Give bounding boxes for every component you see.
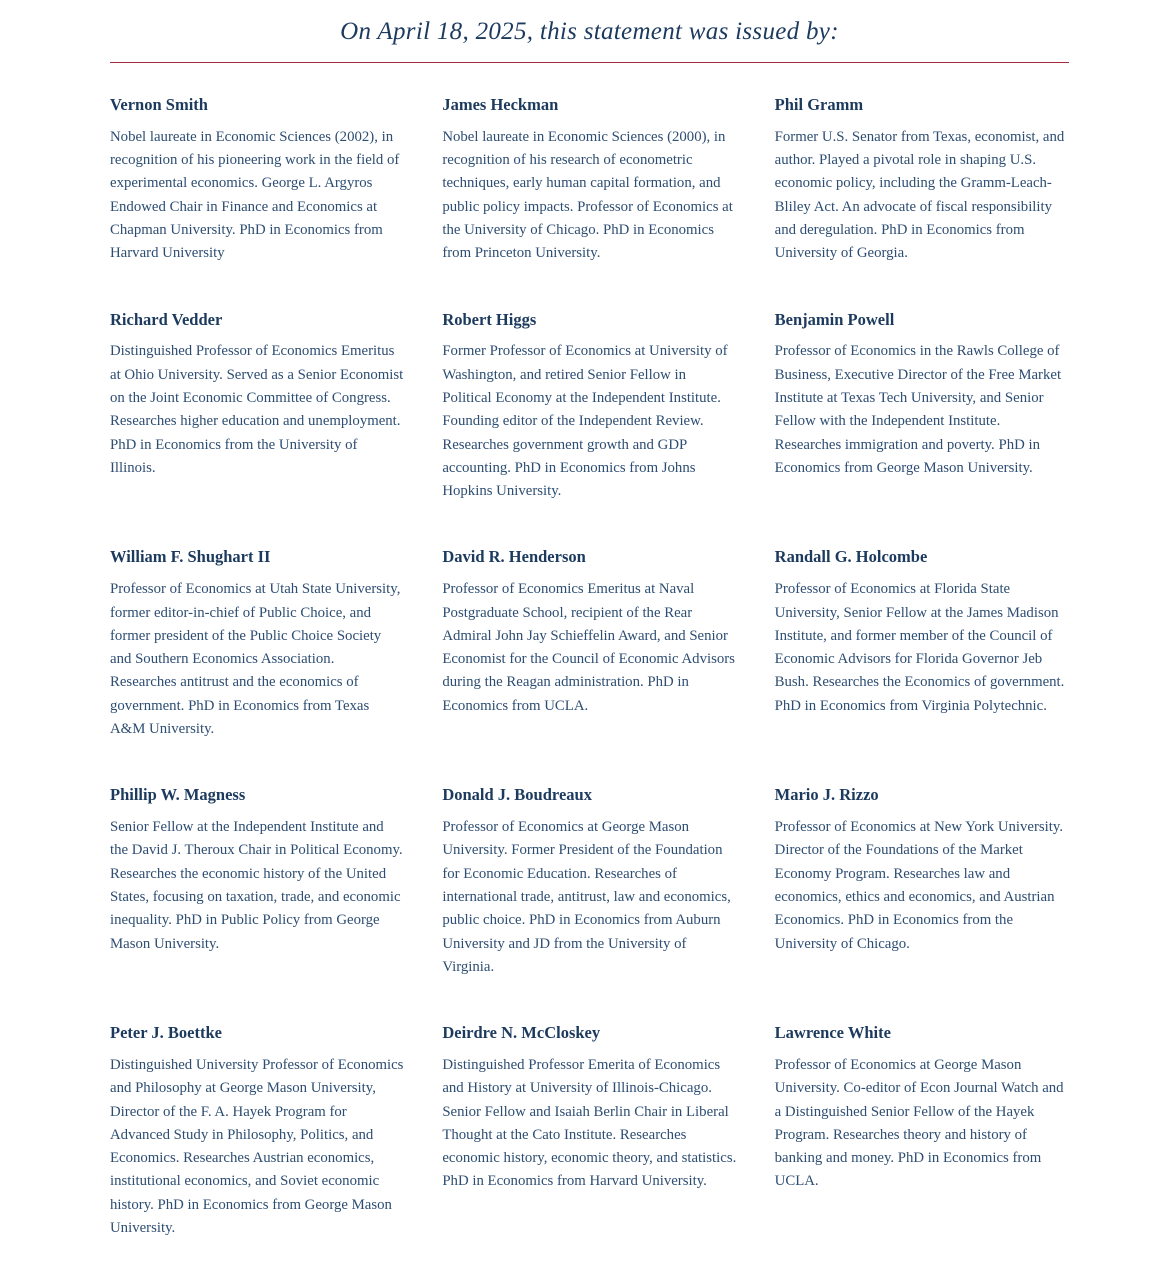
signatory-card (110, 785, 404, 979)
signatory-bio: Professor of Economics Emeritus at Naval Postgraduate School, recipient of the Rear Admiral John Jay Schieffelin Award, and Senior Economist for the Council of Economic Advisors during the Reagan administration. PhD in Economics from UCLA. (442, 581, 735, 714)
signatory-name: Deirdre N. McCloskey (442, 1023, 601, 1043)
signatory-name: Phil Gramm (774, 95, 864, 114)
signatory-bio: Professor of Economics at George Mason University. Former President of the Foundation for Economic Education. Researches of international trade, antitrust, law and economics, public choice. PhD in Economics from Auburn University and JD from the University of Virginia. (442, 819, 731, 975)
signatory-name: Donald J. Boudreaux (442, 785, 592, 805)
signatory-card (442, 785, 736, 979)
signatory-bio: Former Professor of Economics at University of Washington, and retired Senior Fellow in Political Economy at the Independent Institute. Founding editor of the Independent Review. Researches government growth and GDP accounting. PhD in Economics from Johns Hopkins University. (442, 343, 728, 500)
signatory-name: Lawrence White (774, 1023, 891, 1043)
page-title: On April 18, 2025, this statement was issued by: (340, 18, 839, 45)
signatory-bio: Professor of Economics in the Rawls College of Business, Executive Director of the Free Market Institute at Texas Tech University, and Senior Fellow with the Independent Institute. Researches immigration and poverty. PhD in Economics from George Mason University. (774, 343, 1062, 476)
signatory-card (110, 1023, 404, 1240)
signatory-name: Benjamin Powell (774, 309, 895, 329)
signatory-name: David R. Henderson (442, 547, 586, 567)
signatory-bio: Professor of Economics at New York University. Director of the Foundations of the Market Economy Program. Researches law and economics, ethics and economics, and Austrian Economics. PhD in Economics from the University of Chicago. (774, 819, 1064, 952)
signatory-name: Robert Higgs (442, 309, 537, 329)
signatory-bio: Distinguished Professor of Economics Emeritus at Ohio University. Served as a Senior Economist on the Joint Economic Committee of Congress. Researches higher education and unemployment. PhD in Economics from the University of Illinois. (110, 343, 404, 476)
signatory-bio: Distinguished Professor Emerita of Economics and History at University of Illinois-Chicago. Senior Fellow and Isaiah Berlin Chair in Liberal Thought at the Cato Institute. Researches economic history, economic theory, and statistics. PhD in Economics from Harvard University. (442, 1057, 737, 1190)
signatory-card (775, 1023, 1069, 1240)
signatory-bio: Nobel laureate in Economic Sciences (2000), in recognition of his research of econometric techniques, early human capital formation, and public policy impacts. Professor of Economics at the University of Chicago. PhD in Economics from Princeton University. (442, 128, 733, 262)
signatory-bio: Nobel laureate in Economic Sciences (2002), in recognition of his pioneering work in the field of experimental economics. George L. Argyros Endowed Chair in Finance and Economics at Chapman University. PhD in Economics from Harvard University (110, 128, 400, 262)
signatory-card (442, 95, 736, 266)
signatory-name: James Heckman (442, 95, 559, 114)
signatory-card (775, 310, 1069, 504)
signatory-card (110, 547, 404, 741)
signatory-bio: Distinguished University Professor of Economics and Philosophy at George Mason University, Director of the F. A. Hayek Program for Advanced Study in Philosophy, Politics, and Economics. Researches Austrian economics, institutional economics, and Soviet economic history. PhD in Economics from George Mason University. (110, 1057, 404, 1237)
signatory-name: Randall G. Holcombe (774, 547, 928, 567)
signatory-card (110, 310, 404, 504)
signatory-card (775, 785, 1069, 979)
signatories-grid (110, 95, 1069, 1240)
signatory-bio: Professor of Economics at George Mason University. Co-editor of Econ Journal Watch and a Distinguished Senior Fellow of the Hayek Program. Researches theory and history of banking and money. PhD in Economics from UCLA. (774, 1057, 1064, 1190)
signatory-name: William F. Shughart II (110, 547, 271, 567)
signatory-name: Richard Vedder (110, 309, 223, 329)
signatory-bio: Senior Fellow at the Independent Institute and the David J. Theroux Chair in Political Economy. Researches the economic history of the United States, focusing on taxation, trade, and economic inequality. PhD in Public Policy from George Mason University. (110, 819, 403, 952)
signatory-card (442, 547, 736, 741)
signatory-card (110, 95, 404, 266)
signatory-bio: Professor of Economics at Utah State University, former editor-in-chief of Public Choice, and former president of the Public Choice Society and Southern Economics Association. Researches antitrust and the economics of government. PhD in Economics from Texas A&M University. (110, 581, 401, 738)
divider (110, 62, 1069, 63)
signatory-card (442, 310, 736, 504)
signatory-card (775, 547, 1069, 741)
signatory-card (775, 95, 1069, 266)
signatory-name: Peter J. Boettke (110, 1023, 222, 1043)
signatory-card (442, 1023, 736, 1240)
signatory-name: Vernon Smith (110, 95, 208, 114)
signatory-bio: Professor of Economics at Florida State University, Senior Fellow at the James Madison Institute, and former member of the Council of Economic Advisors for Florida Governor Jeb Bush. Researches the Economics of government. PhD in Economics from Virginia Polytechnic. (774, 581, 1065, 714)
signatory-name: Phillip W. Magness (110, 785, 246, 805)
signatory-bio: Former U.S. Senator from Texas, economist, and author. Played a pivotal role in shaping U.S. economic policy, including the Gramm-Leach-Bliley Act. An advocate of fiscal responsibility and deregulation. PhD in Economics from University of Georgia. (774, 128, 1065, 262)
signatory-name: Mario J. Rizzo (774, 785, 879, 805)
